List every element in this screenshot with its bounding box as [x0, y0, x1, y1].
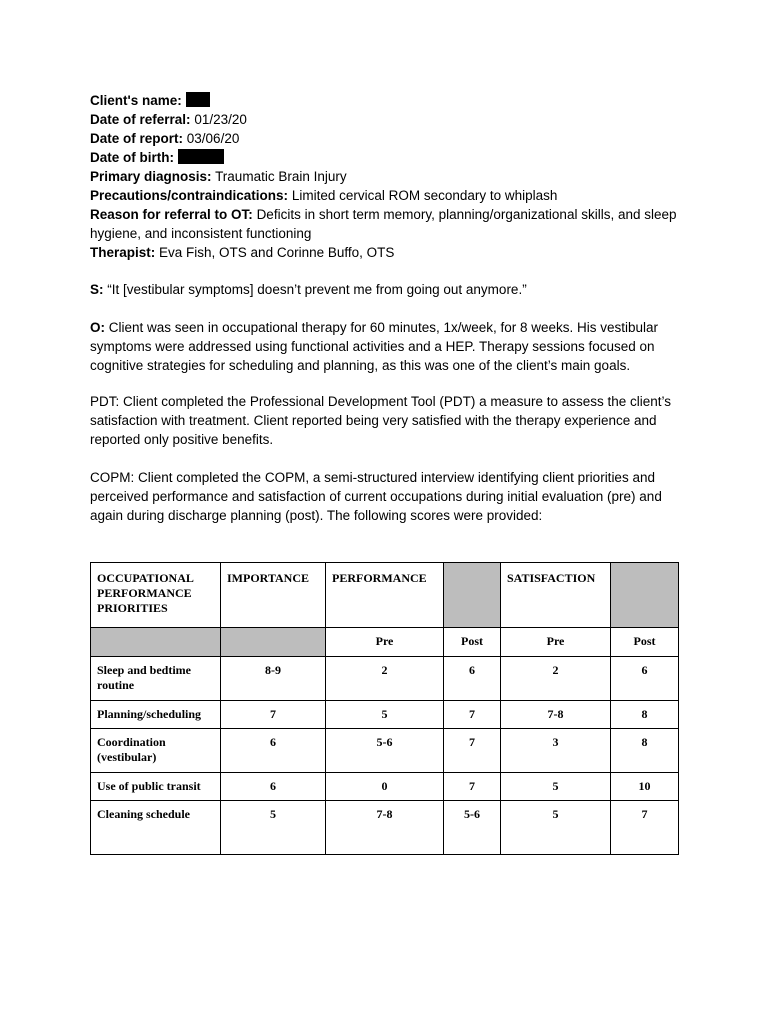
precautions-line: [90, 186, 680, 205]
table-row: [91, 729, 679, 773]
header-performance: PERFORMANCE: [326, 563, 444, 628]
subheader-blank-cell: [91, 628, 221, 657]
header-blank-cell: [611, 563, 679, 628]
therapist-label: Therapist:: [90, 245, 156, 260]
priority-cell: Planning/scheduling: [91, 701, 221, 729]
objective-paragraph: [90, 318, 680, 375]
header-importance: IMPORTANCE: [221, 563, 326, 628]
report-date-label: Date of report:: [90, 131, 184, 146]
table-row: [91, 657, 679, 701]
therapist-value: Eva Fish, OTS and Corinne Buffo, OTS: [159, 245, 395, 260]
table-header-row: [91, 563, 679, 628]
precautions-label: Precautions/contraindications:: [90, 188, 289, 203]
subheader-performance-post: Post: [444, 628, 501, 657]
copm-paragraph: COPM: Client completed the COPM, a semi-structured interview identifying client priorities and perceived performance and satisfaction of current occupations during initial evaluation (pre) and again during discharge planning (post). The following scores were provided:: [90, 470, 662, 523]
redaction-bar: [178, 149, 224, 164]
client-name-line: [90, 91, 680, 110]
table-row: [91, 701, 679, 729]
diagnosis-label: Primary diagnosis:: [90, 169, 212, 184]
performance-post-cell: 5-6: [444, 801, 501, 855]
referral-reason-label: Reason for referral to OT:: [90, 207, 253, 222]
priority-cell: Use of public transit: [91, 773, 221, 801]
header-satisfaction: SATISFACTION: [501, 563, 611, 628]
subjective-text: “It [vestibular symptoms] doesn’t prevent me from going out anymore.”: [107, 282, 527, 297]
performance-pre-cell: 0: [326, 773, 444, 801]
subheader-blank-cell: [221, 628, 326, 657]
table-row: [91, 801, 679, 855]
performance-post-cell: 6: [444, 657, 501, 701]
table-row: [91, 773, 679, 801]
importance-cell: 8-9: [221, 657, 326, 701]
referral-date-label: Date of referral:: [90, 112, 191, 127]
priority-cell: Coordination (vestibular): [91, 729, 221, 773]
client-info-block: [90, 91, 680, 262]
satisfaction-post-cell: 6: [611, 657, 679, 701]
birth-date-line: [90, 148, 680, 167]
birth-date-label: Date of birth:: [90, 150, 174, 165]
performance-pre-cell: 5-6: [326, 729, 444, 773]
referral-date-value: 01/23/20: [194, 112, 247, 127]
satisfaction-pre-cell: 5: [501, 801, 611, 855]
priority-cell: Cleaning schedule: [91, 801, 221, 855]
header-priorities: OCCUPATIONAL PERFORMANCE PRIORITIES: [91, 563, 221, 628]
satisfaction-pre-cell: 7-8: [501, 701, 611, 729]
report-date-line: [90, 129, 680, 148]
satisfaction-post-cell: 7: [611, 801, 679, 855]
precautions-value: Limited cervical ROM secondary to whiplash: [291, 188, 558, 203]
performance-pre-cell: 2: [326, 657, 444, 701]
satisfaction-pre-cell: 5: [501, 773, 611, 801]
performance-post-cell: 7: [444, 729, 501, 773]
report-date-value: 03/06/20: [186, 131, 240, 146]
satisfaction-post-cell: 8: [611, 701, 679, 729]
satisfaction-pre-cell: 2: [501, 657, 611, 701]
subheader-performance-pre: Pre: [326, 628, 444, 657]
subheader-satisfaction-pre: Pre: [501, 628, 611, 657]
priority-cell: Sleep and bedtime routine: [91, 657, 221, 701]
importance-cell: 7: [221, 701, 326, 729]
performance-pre-cell: 5: [326, 701, 444, 729]
pdt-paragraph: PDT: Client completed the Professional Development Tool (PDT) a measure to assess the client’s satisfaction with treatment. Client reported being very satisfied with the therapy experience and reported only positive benefits.: [90, 394, 672, 447]
header-blank-cell: [444, 563, 501, 628]
satisfaction-post-cell: 10: [611, 773, 679, 801]
referral-reason-line: [90, 205, 680, 243]
objective-label: O:: [90, 320, 105, 335]
subheader-satisfaction-post: Post: [611, 628, 679, 657]
copm-scores-table: [90, 562, 679, 855]
subjective-label: S:: [90, 282, 104, 297]
diagnosis-line: [90, 167, 680, 186]
performance-pre-cell: 7-8: [326, 801, 444, 855]
referral-date-line: [90, 110, 680, 129]
importance-cell: 5: [221, 801, 326, 855]
referral-reason-value: Deficits in short term memory, planning/organizational skills, and sleep hygiene, and inconsistent functioning: [90, 207, 677, 241]
importance-cell: 6: [221, 729, 326, 773]
therapist-line: [90, 243, 680, 262]
satisfaction-post-cell: 8: [611, 729, 679, 773]
importance-cell: 6: [221, 773, 326, 801]
table-subheader-row: [91, 628, 679, 657]
client-name-label: Client's name:: [90, 93, 182, 108]
satisfaction-pre-cell: 3: [501, 729, 611, 773]
subjective-paragraph: [90, 280, 680, 299]
performance-post-cell: 7: [444, 773, 501, 801]
performance-post-cell: 7: [444, 701, 501, 729]
redaction-bar: [186, 92, 210, 107]
objective-text: Client was seen in occupational therapy for 60 minutes, 1x/week, for 8 weeks. His vestibular symptoms were addressed using functional activities and a HEP. Therapy sessions focused on cognitive strategies for scheduling and planning, as this was one of the client’s main goals.: [90, 320, 659, 373]
diagnosis-value: Traumatic Brain Injury: [215, 169, 347, 184]
